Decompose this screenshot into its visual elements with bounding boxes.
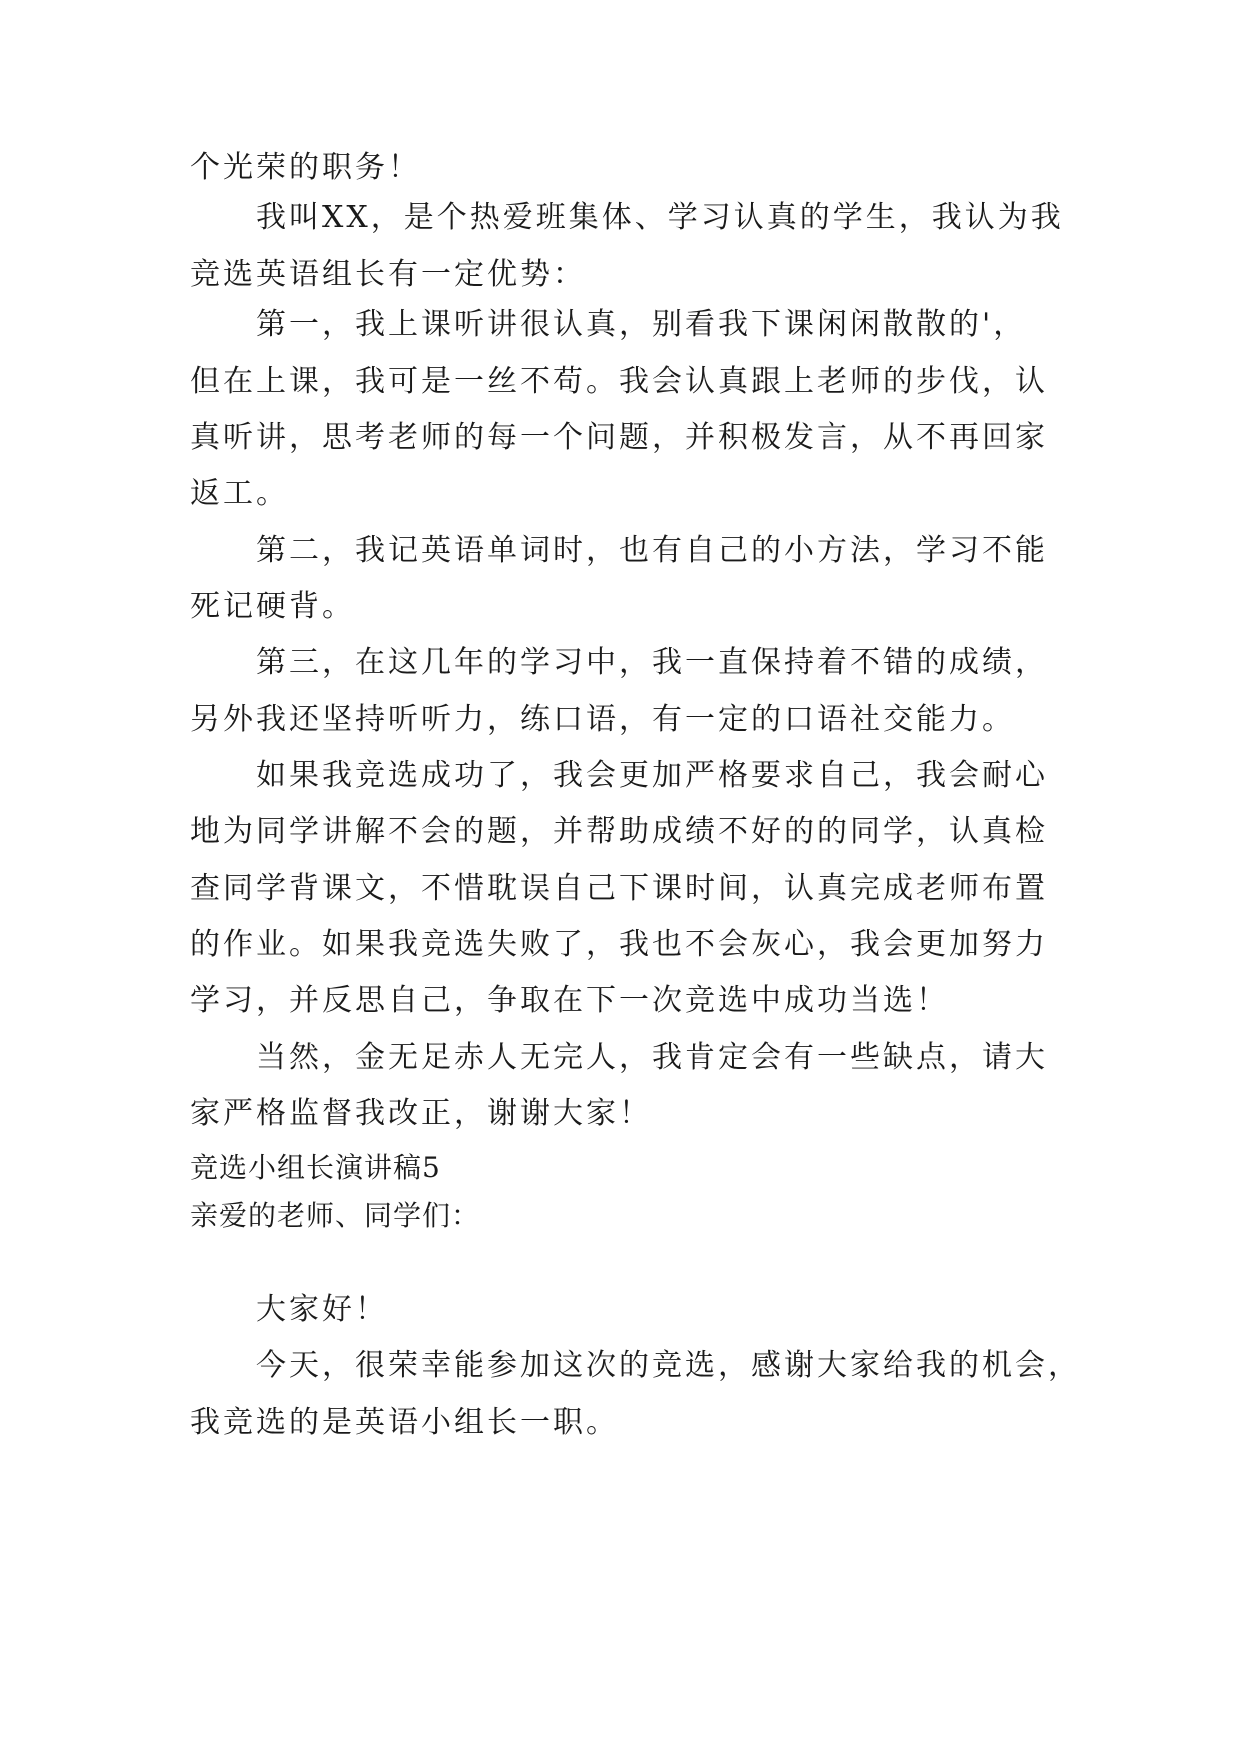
greeting: 大家好！ — [256, 1292, 388, 1327]
text-line: 死记硬背。 — [190, 589, 355, 624]
text-line: 另外我还坚持听听力，练口语，有一定的口语社交能力。 — [190, 702, 1015, 737]
text-line: 但在上课，我可是一丝不苟。我会认真跟上老师的步伐，认 — [190, 364, 1048, 399]
text-line: 第三，在这几年的学习中，我一直保持着不错的成绩， — [256, 645, 1048, 680]
salutation: 亲爱的老师、同学们： — [190, 1199, 481, 1232]
text-line: 我竞选的是英语小组长一职。 — [190, 1405, 619, 1440]
text-line: 当然，金无足赤人无完人，我肯定会有一些缺点，请大 — [256, 1040, 1048, 1075]
text-line: 我叫XX，是个热爱班集体、学习认真的学生，我认为我 — [256, 200, 1064, 235]
text-line: 个光荣的职务！ — [190, 150, 421, 185]
text-line: 查同学背课文，不惜耽误自己下课时间，认真完成老师布置 — [190, 871, 1048, 906]
text-line: 今天，很荣幸能参加这次的竞选，感谢大家给我的机会， — [256, 1348, 1081, 1383]
text-line: 竞选英语组长有一定优势： — [190, 257, 586, 292]
text-line: 真听讲，思考老师的每一个问题，并积极发言，从不再回家 — [190, 420, 1048, 455]
text-line: 地为同学讲解不会的题，并帮助成绩不好的的同学，认真检 — [190, 814, 1048, 849]
section-heading: 竞选小组长演讲稿5 — [190, 1151, 441, 1184]
text-line: 第二，我记英语单词时，也有自己的小方法，学习不能 — [256, 533, 1048, 568]
text-line: 第一，我上课听讲很认真，别看我下课闲闲散散的'， — [256, 307, 1027, 342]
text-line: 的作业。如果我竞选失败了，我也不会灰心，我会更加努力 — [190, 927, 1048, 962]
text-line: 如果我竞选成功了，我会更加严格要求自己，我会耐心 — [256, 758, 1048, 793]
text-line: 返工。 — [190, 476, 289, 511]
text-line: 学习，并反思自己，争取在下一次竞选中成功当选！ — [190, 983, 949, 1018]
text-line: 家严格监督我改正，谢谢大家！ — [190, 1096, 652, 1131]
